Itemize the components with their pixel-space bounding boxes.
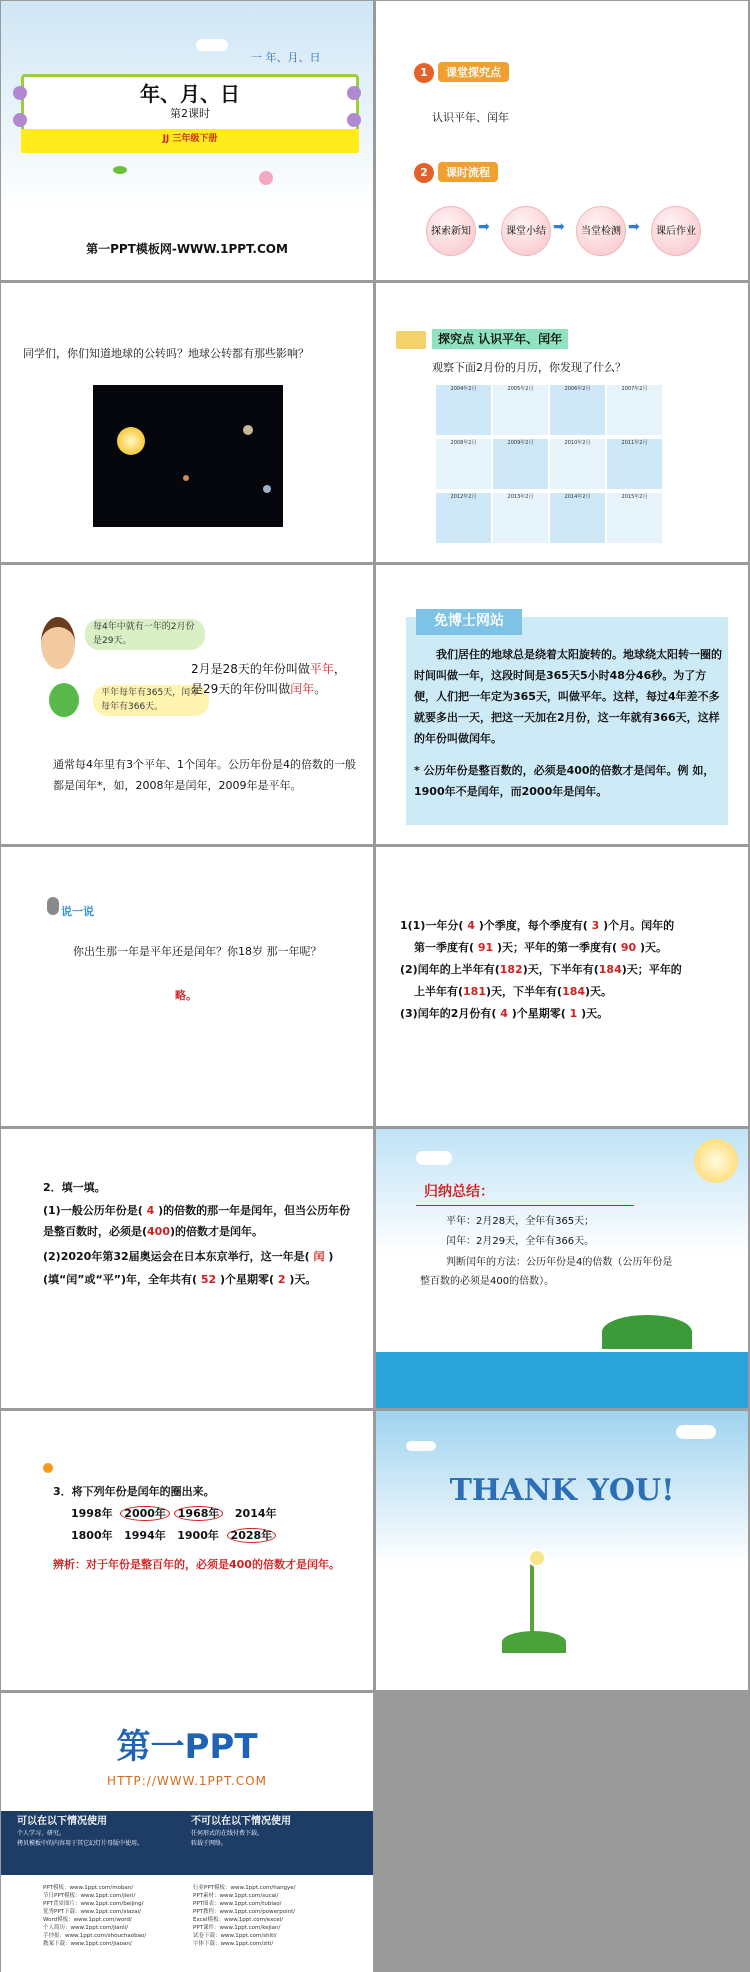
cloud-decoration: [676, 1425, 716, 1439]
calendar-panel: 2004年2月: [436, 385, 491, 435]
sun-icon: [117, 427, 145, 455]
calendar-panel: 2006年2月: [550, 385, 605, 435]
credit-link[interactable]: 试卷下载：www.1ppt.com/shiti/: [193, 1932, 277, 1939]
slide-dr-tu-site[interactable]: [376, 565, 748, 844]
slide-summary[interactable]: [376, 1129, 748, 1408]
solar-system-image: [93, 385, 283, 527]
credit-link[interactable]: PPT教程：www.1ppt.com/powerpoint/: [193, 1908, 296, 1915]
links-right: [193, 1885, 296, 1949]
calendar-panel: 2009年2月: [493, 439, 548, 489]
question-text: 同学们，你们知道地球的公转吗？地球公转都有那些影响？: [23, 347, 309, 360]
talk-question: 你出生那一年是平年还是闰年？你18岁 那一年呢？: [73, 945, 322, 958]
credit-link[interactable]: 教案下载：www.1ppt.com/jiaoan/: [43, 1940, 132, 1947]
grass-image: [502, 1631, 566, 1653]
planet-icon: [263, 485, 271, 493]
bead-icon: [13, 86, 27, 100]
credit-link[interactable]: 优秀PPT下载：www.1ppt.com/xiazai/: [43, 1908, 142, 1915]
section-heading: 探究点 认识平年、闰年: [432, 329, 568, 349]
slide-overview[interactable]: [376, 1, 748, 280]
credit-link[interactable]: PPT课件：www.1ppt.com/kejian/: [193, 1924, 281, 1931]
thank-you-heading: THANK YOU!: [449, 1473, 675, 1508]
calendar-panel: 2014年2月: [550, 493, 605, 543]
island-image: [602, 1315, 692, 1349]
panel-title: 免博士网站: [416, 609, 522, 635]
year-row-1: 1998年 2000年 1968年 2014年: [71, 1507, 277, 1520]
credit-link[interactable]: Word模板：www.1ppt.com/word/: [43, 1916, 132, 1923]
credit-link[interactable]: PPT背景图片：www.1ppt.com/beijing/: [43, 1900, 144, 1907]
badge-number-icon: 1: [414, 63, 434, 83]
can-use-item: 拷贝模板中的内容用于其它幻灯片母版中使用。: [17, 1840, 144, 1847]
leaf-icon: [113, 166, 127, 174]
slide-thank-you[interactable]: [376, 1411, 748, 1690]
summary-title: 归纳总结：: [424, 1184, 494, 1200]
question-1-2b: 上半年有(181)天，下半年有(184)天。: [414, 985, 613, 998]
unit-subtitle: 一 年、月、日: [251, 51, 321, 64]
cannot-use-item: 任何形式的在线付费下载。: [191, 1830, 264, 1837]
year-row-2: 1800年 1994年 1900年 2028年: [71, 1527, 276, 1546]
badge-number-icon: 2: [414, 163, 434, 183]
calendar-grid: [436, 385, 662, 545]
credit-link[interactable]: Excel模板：www.1ppt.com/excel/: [193, 1916, 284, 1923]
brand-url[interactable]: HTTP://WWW.1PPT.COM: [107, 1774, 267, 1788]
calendar-panel: 2013年2月: [493, 493, 548, 543]
slide-cover[interactable]: [1, 1, 373, 280]
flower-icon: [528, 1549, 546, 1567]
badge-2: [414, 161, 498, 183]
slide-exercise-3[interactable]: [1, 1411, 373, 1690]
talk-answer: 略。: [175, 989, 197, 1002]
frog-avatar: [49, 683, 79, 717]
exercise-title: 2．填一填。: [43, 1181, 106, 1194]
lesson-label: 第2课时: [170, 107, 210, 120]
slide-talk[interactable]: [1, 847, 373, 1126]
slide-calendars[interactable]: [376, 283, 748, 562]
question-1-2: (2)闰年的上半年有(182)天，下半年有(184)天；平年的: [400, 963, 682, 976]
slide-credits[interactable]: [1, 1693, 373, 1972]
talk-label: 说一说: [61, 905, 94, 918]
page-title: 年、月、日: [140, 82, 240, 106]
panel-body: 我们居住的地球总是绕着太阳旋转的。地球绕太阳转一圈的时间叫做一年，这段时间是365天5小时48分46秒。为了方便，人们把一年定为365天，叫做平年。这样，每过4年差不多就要多出一天，把这一天加在2月份，这一年就有366天，这样的年份叫做闰年。: [414, 648, 722, 745]
links-left: [43, 1885, 146, 1949]
badge-1: [414, 61, 509, 83]
question-1-1: 1(1)一年分( 4 )个季度，每个季度有( 3 )个月。闰年的: [400, 919, 675, 932]
bead-icon: [13, 113, 27, 127]
calendar-panel: 2008年2月: [436, 439, 491, 489]
badge-label: 课堂探究点: [438, 62, 509, 82]
cannot-use-item: 转载于网络。: [191, 1840, 228, 1847]
observe-question: 观察下面2月份的月历，你发现了什么？: [432, 361, 626, 374]
cloud-decoration: [196, 39, 228, 51]
flower-icon: [259, 171, 273, 185]
badge-label: 课时流程: [438, 162, 498, 182]
calendar-panel: 2007年2月: [607, 385, 662, 435]
flow-step[interactable]: 探索新知: [426, 206, 476, 256]
calendar-panel: 2012年2月: [436, 493, 491, 543]
calendar-panel: 2005年2月: [493, 385, 548, 435]
exercise-part-2: (2)2020年第32届奥运会在日本东京举行，这一年是( 闰 )(填“闰”或“平”)年，全年共有( 52 )个星期零( 2 )天。: [43, 1250, 334, 1287]
credit-link[interactable]: 个人简历：www.1ppt.com/jianli/: [43, 1924, 129, 1931]
arrow-right-icon: ➡: [478, 219, 490, 235]
summary-line-3: 判断闰年的方法：公历年份是4的倍数（公历年份是整百数的必须是400的倍数）。: [420, 1257, 673, 1287]
bead-icon: [347, 113, 361, 127]
arrow-right-icon: ➡: [628, 219, 640, 235]
orange-icon: [43, 1463, 53, 1473]
definition-line-1: 2月是28天的年份叫做平年，: [191, 662, 346, 676]
slide-exercise-1[interactable]: [376, 847, 748, 1126]
calendar-panel: 2011年2月: [607, 439, 662, 489]
slide-earth-orbit[interactable]: [1, 283, 373, 562]
definition-line-2: 是29天的年份叫做闰年。: [191, 682, 327, 696]
edition-label: JJ 三年级下册: [162, 134, 218, 144]
credit-link[interactable]: 手抄报：www.1ppt.com/shouchaobao/: [43, 1932, 147, 1939]
planet-icon: [243, 425, 253, 435]
sun-icon: [694, 1139, 738, 1183]
credit-link[interactable]: PPT素材：www.1ppt.com/sucai/: [193, 1892, 279, 1899]
summary-line-1: 平年：2月28天，全年有365天；: [446, 1216, 595, 1227]
site-label[interactable]: 第一PPT模板网-WWW.1PPT.COM: [86, 242, 288, 256]
microphone-icon: [47, 897, 59, 915]
flow-step[interactable]: 当堂检测: [576, 206, 626, 256]
calendar-panel: 2010年2月: [550, 439, 605, 489]
arrow-right-icon: ➡: [553, 219, 565, 235]
flower-stem-image: [530, 1557, 534, 1639]
exercise-part-1: (1)一般公历年份是( 4 )的倍数的那一年是闰年，但当公历年份是整百数时，必须是(400)的倍数才是闰年。: [43, 1204, 351, 1238]
calendar-panel: 2015年2月: [607, 493, 662, 543]
title-underline: [416, 1205, 634, 1206]
speech-bubble: 平年每年有365天，闰年每年有366天。: [93, 685, 209, 716]
credit-link[interactable]: 字体下载：www.1ppt.com/ziti/: [193, 1940, 274, 1947]
rule-paragraph: 通常每4年里有3个平年、1个闰年。公历年份是4的倍数的一般都是闰年*，如，2008年是闰年，2009年是平年。: [53, 758, 356, 792]
can-use-item: 个人学习、研究。: [17, 1830, 66, 1837]
cannot-use-title: 不可以在以下情况使用: [191, 1816, 291, 1827]
analysis-text: 辨析：对于年份是整百年的，必须是400的倍数才是闰年。: [53, 1558, 340, 1571]
bead-icon: [347, 86, 361, 100]
book-icon: [396, 331, 426, 349]
planet-icon: [183, 475, 189, 481]
can-use-title: 可以在以下情况使用: [17, 1816, 107, 1827]
flow-step[interactable]: 课后作业: [651, 206, 701, 256]
credit-link[interactable]: 行业PPT模板：www.1ppt.com/hangye/: [193, 1885, 296, 1891]
slide-exercise-2[interactable]: [1, 1129, 373, 1408]
exercise-title: 3．将下列年份是闰年的圈出来。: [53, 1485, 215, 1498]
speech-bubble: 每4年中就有一年的2月份是29天。: [85, 619, 205, 650]
credit-link[interactable]: PPT图表：www.1ppt.com/tubiao/: [193, 1900, 282, 1907]
boy-avatar: [41, 617, 75, 669]
credit-link[interactable]: 节日PPT模板：www.1ppt.com/jieri/: [43, 1892, 136, 1899]
panel-note: * 公历年份是整百数的，必须是400的倍数才是闰年。例 如，1900年不是闰年，而2000年是闰年。: [414, 764, 715, 798]
flow-step[interactable]: 课堂小结: [501, 206, 551, 256]
cloud-decoration: [416, 1151, 452, 1165]
question-1-3: (3)闰年的2月份有( 4 )个星期零( 1 )天。: [400, 1007, 609, 1020]
explore-point: 认识平年、闰年: [432, 111, 509, 124]
summary-line-2: 闰年：2月29天，全年有366天。: [446, 1236, 595, 1247]
brand-logo: 第一PPT: [116, 1727, 258, 1767]
slide-leap-definition[interactable]: [1, 565, 373, 844]
question-1-1b: 第一季度有( 91 )天；平年的第一季度有( 90 )天。: [414, 941, 668, 954]
cloud-decoration: [406, 1441, 436, 1451]
credit-link[interactable]: PPT模板：www.1ppt.com/moban/: [43, 1885, 134, 1891]
